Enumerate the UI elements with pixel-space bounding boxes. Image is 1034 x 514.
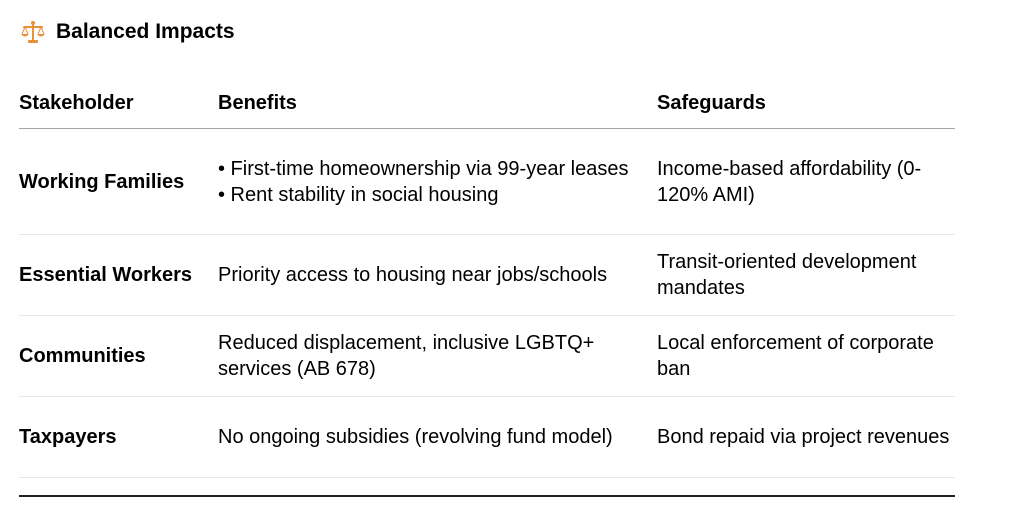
benefits-cell: No ongoing subsidies (revolving fund model) (218, 397, 657, 478)
column-header-safeguards: Safeguards (657, 78, 955, 129)
table-header-row (19, 78, 955, 129)
benefits-cell: Reduced displacement, inclusive LGBTQ+ services (AB 678) (218, 316, 657, 397)
section-heading (20, 18, 235, 46)
safeguards-cell: Income-based affordability (0-120% AMI) (657, 129, 955, 235)
stakeholder-cell: Essential Workers (19, 235, 218, 316)
stakeholder-cell: Taxpayers (19, 397, 218, 478)
safeguards-cell: Transit-oriented development mandates (657, 235, 955, 316)
column-header-stakeholder: Stakeholder (19, 78, 218, 129)
impacts-table (19, 78, 955, 478)
benefits-cell (218, 129, 657, 235)
bottom-divider (19, 495, 955, 497)
stakeholder-cell: Working Families (19, 129, 218, 235)
table-row (19, 316, 955, 397)
stakeholder-cell: Communities (19, 316, 218, 397)
safeguards-cell: Local enforcement of corporate ban (657, 316, 955, 397)
safeguards-cell: Bond repaid via project revenues (657, 397, 955, 478)
table-row (19, 129, 955, 235)
balance-scale-icon (20, 19, 46, 45)
table-row (19, 397, 955, 478)
section-title: Balanced Impacts (56, 20, 235, 43)
column-header-benefits: Benefits (218, 78, 657, 129)
benefit-item: • First-time homeownership via 99-year leases • Rent stability in social housing (218, 157, 629, 206)
table-row (19, 235, 955, 316)
benefits-cell: Priority access to housing near jobs/schools (218, 235, 657, 316)
